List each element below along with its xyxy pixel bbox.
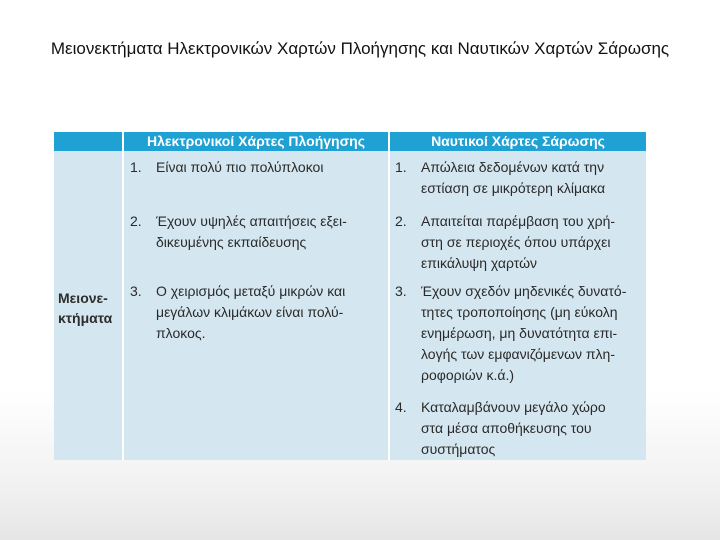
header-empty-cell — [54, 132, 122, 151]
disadvantages-table — [54, 132, 646, 460]
item-number: 1. — [130, 159, 142, 175]
item-text: Απαιτείται παρέμβαση του χρή- στη σε περιοχές όπου υπάρχει επικάλυψη χαρτών — [421, 213, 616, 271]
header-electronic-charts: Ηλεκτρονικοί Χάρτες Πλοήγησης — [146, 133, 365, 149]
item-text: Καταλαμβάνουν μεγάλο χώρο στα μέσα αποθήκευσης του συστήματος — [421, 399, 606, 457]
item-text: Είναι πολύ πιο πολύπλοκοι — [156, 159, 324, 175]
item-number: 4. — [395, 399, 407, 415]
item-number: 3. — [395, 283, 407, 299]
item-number: 3. — [130, 283, 142, 299]
slide-title: Μειονεκτήματα Ηλεκτρονικών Χαρτών Πλοήγησης και Ναυτικών Χαρτών Σάρωσης — [50, 39, 670, 58]
item-text: Ο χειρισμός μεταξύ μικρών και μεγάλων κλιμάκων είναι πολύ- πλοκος. — [156, 283, 346, 341]
header-raster-charts: Ναυτικοί Χάρτες Σάρωσης — [431, 133, 605, 149]
column-divider — [388, 132, 390, 460]
column-divider — [122, 132, 124, 460]
item-text: Έχουν σχεδόν μηδενικές δυνατό- τητες τροποποίησης (μη εύκολη ενημέρωση, μη δυνατότητα επι- λογής των εμφανιζόμενων πλη- ροφοριών κ.ά.) — [421, 283, 627, 383]
item-number: 2. — [130, 213, 142, 229]
row-label-disadvantages: Μειονε- κτήματα — [58, 290, 113, 326]
item-text: Έχουν υψηλές απαιτήσεις εξει- δικευμένης εκπαίδευσης — [156, 213, 347, 250]
item-number: 1. — [395, 159, 407, 175]
table-header-row — [54, 132, 646, 151]
item-number: 2. — [395, 213, 407, 229]
item-text: Απώλεια δεδομένων κατά την εστίαση σε μικρότερη κλίμακα — [421, 159, 606, 196]
